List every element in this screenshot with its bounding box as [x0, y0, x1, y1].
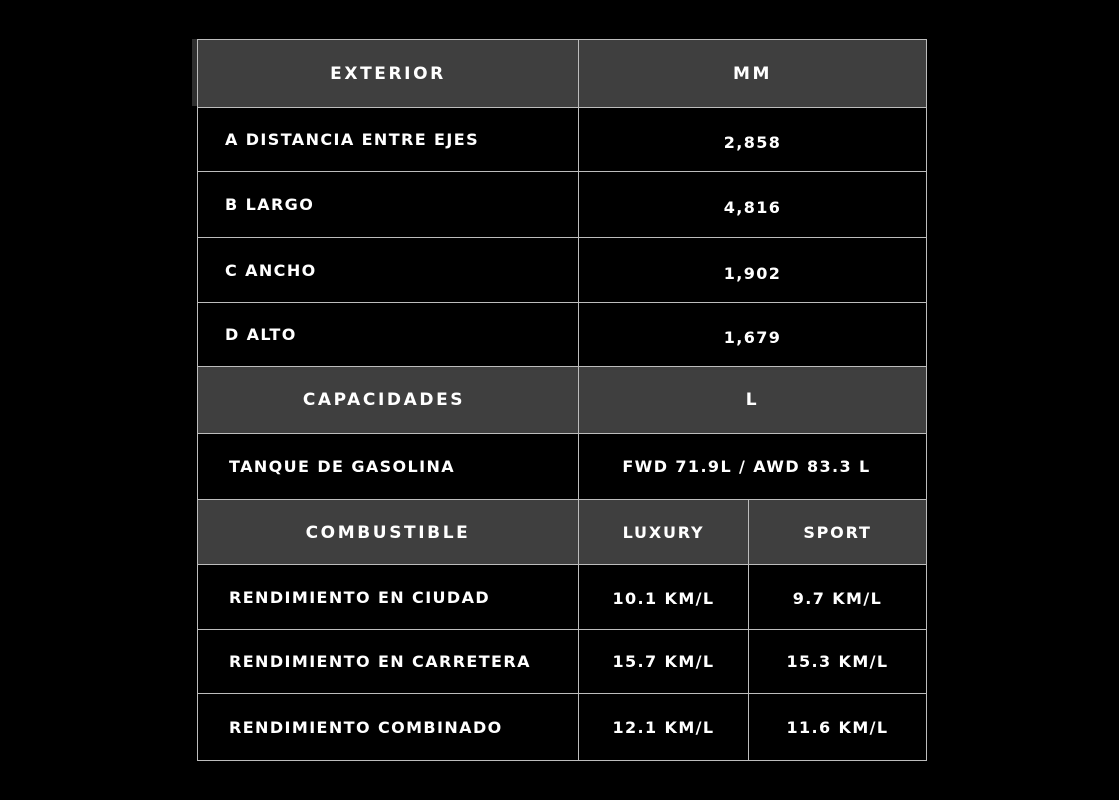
exterior-unit-label: MM [732, 63, 773, 84]
table-row-rendimiento-ciudad [198, 565, 926, 630]
table-row-largo [198, 172, 926, 238]
row-label: B LARGO [198, 172, 579, 237]
row-value: FWD 71.9L / AWD 83.3 L [622, 457, 871, 476]
sport-column-header: SPORT [803, 522, 872, 542]
table-row-rendimiento-combinado [198, 694, 926, 760]
row-value: 2,858 [723, 133, 782, 152]
exterior-header-row [198, 40, 926, 108]
luxury-value: 15.7 KM/L [579, 630, 749, 693]
luxury-value: 12.1 KM/L [579, 694, 749, 760]
sport-value: 15.3 KM/L [786, 652, 889, 671]
luxury-column-header: LUXURY [579, 500, 749, 564]
luxury-value: 10.1 KM/L [579, 565, 749, 629]
capacidades-unit-label: L [745, 390, 760, 410]
row-label: D ALTO [198, 303, 579, 366]
specifications-table [197, 39, 927, 761]
combustible-header-row [198, 500, 926, 565]
row-label: RENDIMIENTO EN CARRETERA [198, 630, 579, 693]
capacidades-header-row [198, 367, 926, 434]
table-row-distancia-entre-ejes [198, 108, 926, 172]
sport-value: 11.6 KM/L [786, 717, 889, 737]
row-value: 1,679 [723, 328, 782, 347]
row-label: RENDIMIENTO COMBINADO [198, 694, 579, 760]
sport-value: 9.7 KM/L [792, 588, 883, 608]
table-row-alto [198, 303, 926, 367]
row-label: C ANCHO [198, 238, 579, 302]
row-value: 4,816 [723, 198, 782, 217]
capacidades-header-label: CAPACIDADES [198, 367, 579, 433]
row-label: A DISTANCIA ENTRE EJES [198, 108, 579, 171]
row-label: RENDIMIENTO EN CIUDAD [198, 565, 579, 629]
exterior-header-label: EXTERIOR [198, 40, 579, 107]
table-row-rendimiento-carretera [198, 630, 926, 694]
row-label: TANQUE DE GASOLINA [198, 434, 579, 499]
combustible-header-label: COMBUSTIBLE [198, 500, 579, 564]
table-row-ancho [198, 238, 926, 303]
table-row-tanque-de-gasolina [198, 434, 926, 500]
row-value: 1,902 [723, 263, 782, 283]
